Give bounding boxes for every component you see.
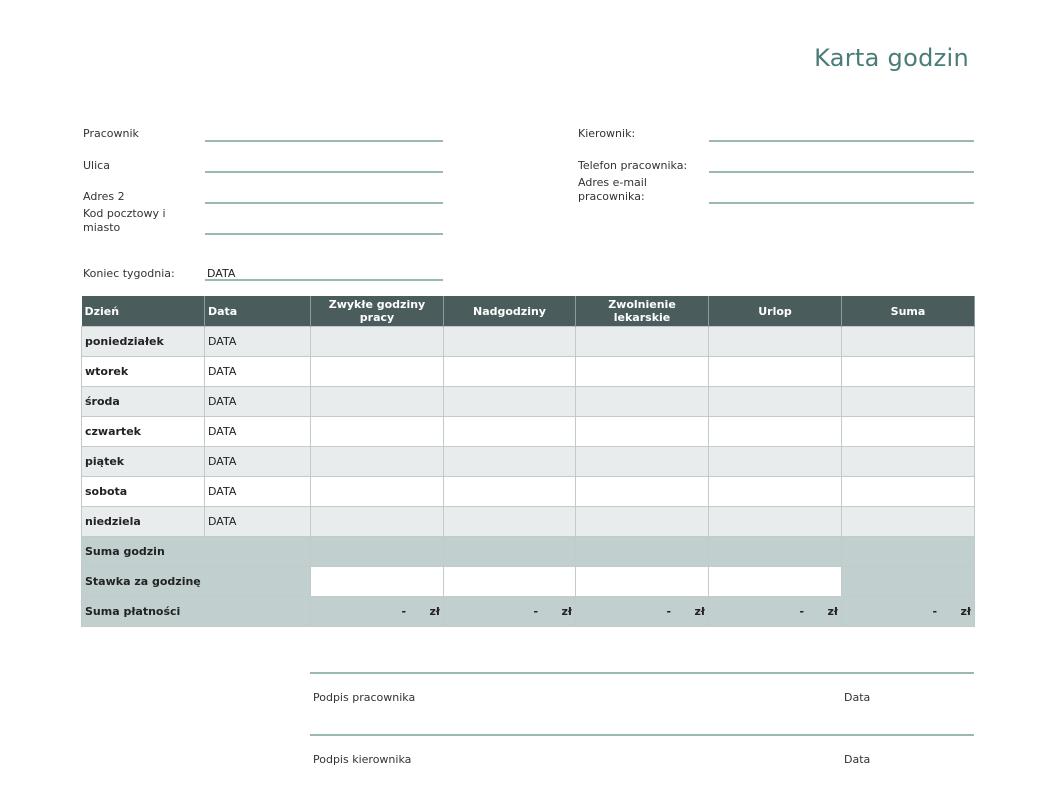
currency-label: zł <box>429 605 440 618</box>
date-cell[interactable]: DATA <box>205 447 311 477</box>
phone-field[interactable] <box>709 171 974 173</box>
total-hours-row <box>82 537 975 567</box>
table-row <box>82 327 975 357</box>
pay-dash: - <box>932 605 938 618</box>
table-row <box>82 417 975 447</box>
total-cell <box>842 507 975 537</box>
date-cell[interactable]: DATA <box>205 477 311 507</box>
rate-total-cell <box>842 567 975 597</box>
week-end-field[interactable] <box>205 279 443 281</box>
pay-sick-leave <box>576 597 709 627</box>
day-cell: środa <box>82 387 205 417</box>
day-cell: poniedziałek <box>82 327 205 357</box>
total-cell <box>842 447 975 477</box>
vacation-cell[interactable] <box>709 387 842 417</box>
currency-label: zł <box>960 605 971 618</box>
table-row <box>82 507 975 537</box>
table-row <box>82 357 975 387</box>
total-cell <box>842 387 975 417</box>
date-cell[interactable]: DATA <box>205 387 311 417</box>
table-row <box>82 447 975 477</box>
day-cell: piątek <box>82 447 205 477</box>
regular-hours-cell[interactable] <box>311 507 444 537</box>
header-total: Suma <box>842 296 975 327</box>
overtime-cell[interactable] <box>444 447 576 477</box>
total-regular-hours <box>311 537 444 567</box>
phone-label: Telefon pracownika: <box>578 159 688 172</box>
currency-label: zł <box>694 605 705 618</box>
total-cell <box>842 477 975 507</box>
street-label: Ulica <box>83 159 110 172</box>
employee-signature-line[interactable] <box>310 672 974 674</box>
manager-field[interactable] <box>709 140 974 142</box>
regular-hours-cell[interactable] <box>311 447 444 477</box>
table-row <box>82 387 975 417</box>
address2-label: Adres 2 <box>83 190 125 203</box>
postal-city-field[interactable] <box>205 233 443 235</box>
regular-hours-cell[interactable] <box>311 327 444 357</box>
vacation-cell[interactable] <box>709 327 842 357</box>
vacation-cell[interactable] <box>709 507 842 537</box>
week-end-value[interactable]: DATA <box>207 267 236 280</box>
date-cell[interactable]: DATA <box>205 417 311 447</box>
overtime-cell[interactable] <box>444 327 576 357</box>
sick-leave-cell[interactable] <box>576 477 709 507</box>
vacation-cell[interactable] <box>709 477 842 507</box>
manager-signature-line[interactable] <box>310 734 974 736</box>
address2-field[interactable] <box>205 202 443 204</box>
employee-signature-label: Podpis pracownika <box>313 691 416 704</box>
header-regular-hours: Zwykłe godziny pracy <box>311 296 444 327</box>
header-vacation: Urlop <box>709 296 842 327</box>
manager-label: Kierownik: <box>578 127 636 140</box>
total-overtime <box>444 537 576 567</box>
employee-signature-date-label: Data <box>844 691 871 704</box>
rate-vacation-input[interactable] <box>709 567 842 597</box>
vacation-cell[interactable] <box>709 447 842 477</box>
overtime-cell[interactable] <box>444 387 576 417</box>
overtime-cell[interactable] <box>444 417 576 447</box>
day-cell: wtorek <box>82 357 205 387</box>
manager-signature-label: Podpis kierownika <box>313 753 412 766</box>
header-sick-leave: Zwolnienie lekarskie <box>576 296 709 327</box>
employee-field[interactable] <box>205 140 443 142</box>
email-field[interactable] <box>709 202 974 204</box>
week-end-label: Koniec tygodnia: <box>83 267 175 280</box>
overtime-cell[interactable] <box>444 357 576 387</box>
total-cell <box>842 417 975 447</box>
regular-hours-cell[interactable] <box>311 387 444 417</box>
date-cell[interactable]: DATA <box>205 327 311 357</box>
hourly-rate-label: Stawka za godzinę <box>82 567 311 597</box>
pay-dash: - <box>533 605 539 618</box>
currency-label: zł <box>827 605 838 618</box>
overtime-cell[interactable] <box>444 477 576 507</box>
sick-leave-cell[interactable] <box>576 357 709 387</box>
hourly-rate-row <box>82 567 975 597</box>
date-cell[interactable]: DATA <box>205 507 311 537</box>
pay-dash: - <box>799 605 805 618</box>
rate-sick-leave-input[interactable] <box>576 567 709 597</box>
employee-label: Pracownik <box>83 127 139 140</box>
sick-leave-cell[interactable] <box>576 447 709 477</box>
pay-dash: - <box>401 605 407 618</box>
sick-leave-cell[interactable] <box>576 507 709 537</box>
page-title: Karta godzin <box>814 44 969 72</box>
rate-overtime-input[interactable] <box>444 567 576 597</box>
total-vacation <box>709 537 842 567</box>
vacation-cell[interactable] <box>709 357 842 387</box>
header-day: Dzień <box>82 296 205 327</box>
date-cell[interactable]: DATA <box>205 357 311 387</box>
sick-leave-cell[interactable] <box>576 387 709 417</box>
regular-hours-cell[interactable] <box>311 477 444 507</box>
total-pay-label: Suma płatności <box>82 597 311 627</box>
day-cell: sobota <box>82 477 205 507</box>
sick-leave-cell[interactable] <box>576 327 709 357</box>
total-cell <box>842 327 975 357</box>
timesheet-table <box>81 296 975 627</box>
currency-label: zł <box>561 605 572 618</box>
rate-regular-input[interactable] <box>311 567 444 597</box>
total-hours-label: Suma godzin <box>82 537 311 567</box>
pay-regular <box>311 597 444 627</box>
postal-city-label: Kod pocztowy i miasto <box>83 207 166 234</box>
total-pay-row <box>82 597 975 627</box>
email-label: Adres e-mail pracownika: <box>578 176 647 203</box>
day-cell: niedziela <box>82 507 205 537</box>
sick-leave-cell[interactable] <box>576 417 709 447</box>
header-date: Data <box>205 296 311 327</box>
table-header-row <box>82 296 975 327</box>
vacation-cell[interactable] <box>709 417 842 447</box>
regular-hours-cell[interactable] <box>311 357 444 387</box>
total-sick-leave <box>576 537 709 567</box>
street-field[interactable] <box>205 171 443 173</box>
table-row <box>82 477 975 507</box>
day-cell: czwartek <box>82 417 205 447</box>
pay-dash: - <box>666 605 672 618</box>
pay-overtime <box>444 597 576 627</box>
regular-hours-cell[interactable] <box>311 417 444 447</box>
overtime-cell[interactable] <box>444 507 576 537</box>
total-sum <box>842 537 975 567</box>
header-overtime: Nadgodziny <box>444 296 576 327</box>
pay-vacation <box>709 597 842 627</box>
total-cell <box>842 357 975 387</box>
pay-total <box>842 597 975 627</box>
manager-signature-date-label: Data <box>844 753 871 766</box>
